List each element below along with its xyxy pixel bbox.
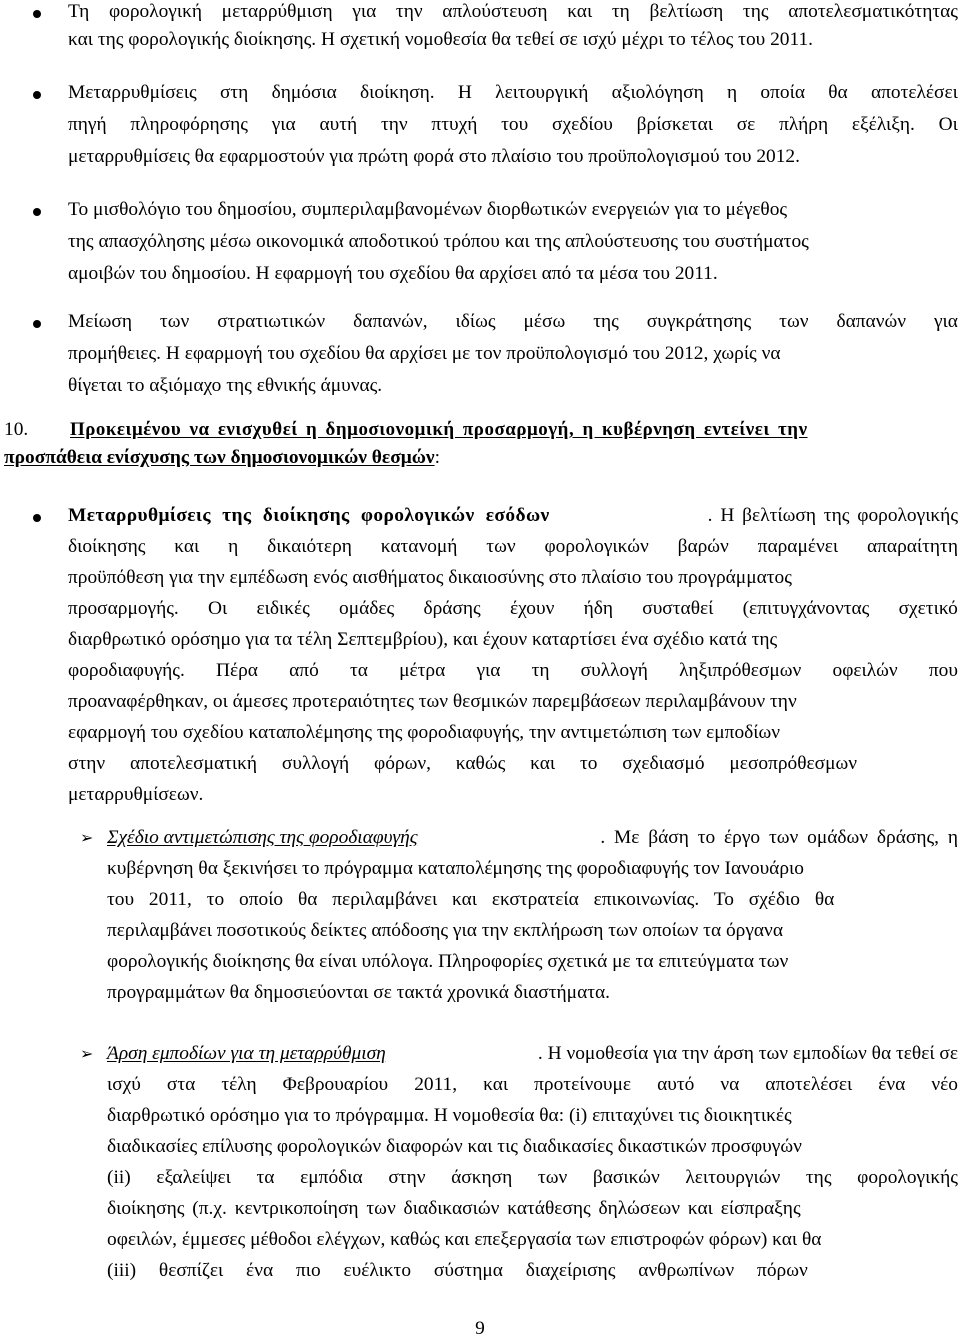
word: Οι — [938, 114, 958, 135]
word: ήδη — [583, 598, 614, 619]
text-line: και της φορολογικής διοίκησης. Η σχετική νομοθεσία θα τεθεί σε ισχύ μέχρι το τέλος του 2011. — [68, 29, 814, 50]
word: λειτουργιών — [685, 1167, 781, 1188]
word: άσκηση — [451, 1167, 513, 1188]
word: της — [742, 1, 769, 22]
word: Η — [457, 82, 472, 103]
text-line: περιλαμβάνει ποσοτικούς δείκτες απόδοσης για την εκπλήρωση των οποίων τα όργανα — [107, 920, 783, 941]
word: στα — [166, 1074, 196, 1095]
word: συλλογή — [580, 660, 648, 681]
word: απαραίτητη — [866, 536, 958, 557]
word: ληξιπρόθεσμων — [679, 660, 802, 681]
word: η — [727, 82, 738, 103]
text-line: διαρθρωτικό ορόσημο για το πρόγραμμα. Η νομοθεσία θα: (i) επιταχύνει τις διοικητικές — [107, 1105, 792, 1126]
word: αυτό — [657, 1074, 695, 1095]
word: στην — [388, 1167, 426, 1188]
word: Τη — [68, 1, 90, 22]
word: αποτελεσματικότητας — [788, 1, 958, 22]
word: και — [174, 536, 200, 557]
text-line: (iii) θεσπίζει ένα πιο ευέλικτο σύστημα διαχείρισης ανθρωπίνων πόρων — [107, 1260, 808, 1281]
word: προσαρμογής. — [68, 598, 179, 619]
word: συσταθεί — [642, 598, 714, 619]
word: Οι — [208, 598, 228, 619]
word: τη — [531, 660, 550, 681]
text-line — [107, 1042, 958, 1066]
word: βασικών — [592, 1167, 660, 1188]
word: για — [476, 660, 501, 681]
word: μέτρα — [399, 660, 446, 681]
page-number: 9 — [475, 1318, 485, 1339]
text-line — [68, 504, 958, 528]
word: 2011, — [414, 1074, 458, 1095]
text-line: οφειλών, έμμεσες μέθοδοι ελέγχων, καθώς και επεξεργασία των επιστροφών φόρων) και θα — [107, 1229, 822, 1250]
text-line: διαδικασίες επίλυσης φορολογικών διαφορών και τις διαδικασίες δικαστικών προσφυγών — [107, 1136, 802, 1157]
word: (ii) — [107, 1167, 131, 1188]
word: πτυχή — [431, 114, 478, 135]
text-line — [68, 659, 958, 683]
word: κατανομή — [380, 536, 458, 557]
arrowhead-bullet-icon: ➢ — [80, 1044, 94, 1063]
text-line: προγραμμάτων θα δημοσιεύονται σε τακτά χρονικά διαστήματα. — [107, 982, 611, 1003]
word: (επιτυγχάνοντας — [742, 598, 870, 619]
bullet-icon — [33, 514, 41, 522]
section-heading-text: προσπάθεια ενίσχυσης των δημοσιονομικών θεσμών — [4, 447, 435, 468]
text-line: προϋπόθεση για την εμπέδωση ενός αισθήματος δικαιοσύνης στο πλαίσιο του προγράμματος — [68, 567, 792, 588]
word: φορολογική — [108, 1, 202, 22]
text-line — [68, 81, 958, 105]
word: στη — [219, 82, 249, 103]
bullet-icon — [33, 10, 41, 18]
word: συγκράτησης — [646, 311, 752, 332]
plan-heading: Σχέδιο αντιμετώπισης της φοροδιαφυγής — [107, 827, 418, 848]
word: ομάδες — [339, 598, 395, 619]
word: νέο — [931, 1074, 958, 1095]
word: για — [933, 311, 958, 332]
word: δαπανών, — [353, 311, 428, 332]
word: μέσω — [523, 311, 566, 332]
word: δικαιότερη — [267, 536, 352, 557]
word: Μείωση — [68, 311, 132, 332]
bullet-icon — [33, 208, 41, 216]
tax-admin-heading: Μεταρρυθμίσεις της διοίκησης φορολογικών εσόδων — [68, 505, 550, 526]
word: αυτή — [319, 114, 358, 135]
word: εξέλιξη. — [851, 114, 915, 135]
text-line: φορολογικής διοίκησης θα είναι υπόλογα. Πληροφορίες σχετικά με τα επιτεύγματα των — [107, 951, 789, 972]
word: σχετικό — [898, 598, 958, 619]
word: να — [720, 1074, 740, 1095]
section-number: 10. — [4, 419, 29, 440]
word: ένα — [878, 1074, 906, 1095]
word: απλούστευση — [442, 1, 548, 22]
word: πηγή — [68, 114, 107, 135]
word: βαρών — [677, 536, 729, 557]
bullet-icon — [33, 91, 41, 99]
word: για — [352, 1, 377, 22]
word: Φεβρουαρίου — [282, 1074, 389, 1095]
word: εμπόδια — [300, 1167, 363, 1188]
word: ισχύ — [107, 1074, 141, 1095]
word: σχεδίου — [552, 114, 613, 135]
section-heading-line: Προκειμένου να ενισχυθεί η δημοσιονομική προσαρμογή, η κυβέρνηση εντείνει την — [70, 419, 808, 440]
section-heading-tail: : — [434, 447, 440, 468]
word: Πέρα — [215, 660, 258, 681]
plan-heading-tail: . Με βάση το έργο των ομάδων δράσης, η — [600, 827, 958, 848]
text-line: μεταρρυθμίσεις θα εφαρμοστούν για πρώτη φορά στο πλαίσιο του προϋπολογισμού του 2012. — [68, 146, 800, 167]
text-line: κυβέρνηση θα ξεκινήσει το πρόγραμμα καταπολέμησης της φοροδιαφυγής τον Ιανουάριο — [107, 858, 804, 879]
text-line: της απασχόλησης μέσω οικονομικά αποδοτικού τρόπου και της απλούστευσης του συστήματος — [68, 231, 809, 252]
obstacles-heading: Άρση εμποδίων για τη μεταρρύθμιση — [107, 1043, 386, 1064]
text-line — [68, 0, 958, 24]
word: που — [928, 660, 958, 681]
text-line: Το μισθολόγιο του δημοσίου, συμπεριλαμβανομένων διορθωτικών ενεργειών για το μέγεθος — [68, 199, 788, 220]
word: λειτουργική — [495, 82, 589, 103]
word: βρίσκεται — [636, 114, 713, 135]
text-line: διοίκησης (π.χ. κεντρικοποίηση των διαδικασιών κατάθεσης δηλώσεων και είσπραξης — [107, 1198, 801, 1219]
word: την — [395, 1, 423, 22]
word: για — [271, 114, 296, 135]
word: τα — [256, 1167, 275, 1188]
word: πληροφόρησης — [130, 114, 248, 135]
word: των — [159, 311, 190, 332]
bullet-icon — [33, 320, 41, 328]
word: βελτίωση — [649, 1, 724, 22]
word: παραμένει — [757, 536, 839, 557]
word: και — [567, 1, 593, 22]
text-line — [107, 826, 958, 850]
word: της — [593, 311, 619, 332]
word: των — [486, 536, 516, 557]
word: της — [805, 1167, 832, 1188]
text-line: μεταρρυθμίσεων. — [68, 784, 204, 805]
text-line: του 2011, το οποίο θα περιλαμβάνει και εκστρατεία επικοινωνίας. Το σχέδιο θα — [107, 889, 835, 910]
word: από — [289, 660, 319, 681]
word: διοίκησης — [68, 536, 146, 557]
word: στρατιωτικών — [217, 311, 326, 332]
text-line — [107, 1166, 958, 1190]
word: αποτελέσει — [765, 1074, 853, 1095]
word: αποτελέσει — [870, 82, 958, 103]
word: τέλη — [221, 1074, 257, 1095]
text-line — [107, 1073, 958, 1097]
word: των — [779, 311, 809, 332]
text-line: εφαρμογή του σχεδίου καταπολέμησης της φοροδιαφυγής, την αντιμετώπιση των εμποδίων — [68, 722, 781, 743]
word: δαπανών — [836, 311, 906, 332]
word: την — [380, 114, 408, 135]
text-line: προαναφέρθηκαν, οι άμεσες προτεραιότητες των θεσμικών παρεμβάσεων περιλαμβάνουν την — [68, 691, 797, 712]
word: φορολογικών — [544, 536, 649, 557]
word: ιδίως — [455, 311, 496, 332]
word: του — [501, 114, 529, 135]
text-line — [68, 310, 958, 334]
word: θα — [828, 82, 848, 103]
text-line: στην αποτελεσματική συλλογή φόρων, καθώς και το σχεδιασμό μεσοπρόθεσμων — [68, 753, 858, 774]
word: έχουν — [509, 598, 555, 619]
word: αξιολόγηση — [611, 82, 704, 103]
word: η — [228, 536, 239, 557]
word: σε — [736, 114, 756, 135]
word: φορολογικής — [857, 1167, 958, 1188]
word: των — [537, 1167, 568, 1188]
text-line: προμήθειες. Η εφαρμογή του σχεδίου θα αρχίσει με τον προϋπολογισμό του 2012, χωρίς να — [68, 343, 781, 364]
arrowhead-bullet-icon: ➢ — [80, 828, 94, 847]
word: δημόσια — [271, 82, 337, 103]
word: τα — [349, 660, 368, 681]
word: και — [483, 1074, 509, 1095]
word: οφειλών — [832, 660, 898, 681]
section-heading-line — [4, 446, 440, 470]
word: Μεταρρυθμίσεις — [68, 82, 197, 103]
word: προτείνουμε — [534, 1074, 632, 1095]
text-line: αμοιβών του δημοσίου. Η εφαρμογή του σχεδίου θα αρχίσει από τα μέσα του 2011. — [68, 263, 718, 284]
word: ειδικές — [256, 598, 310, 619]
word: πλήρη — [779, 114, 829, 135]
word: μεταρρύθμιση — [221, 1, 333, 22]
word: δράσης — [423, 598, 481, 619]
word: τη — [611, 1, 630, 22]
text-line: θίγεται το αξιόμαχο της εθνικής άμυνας. — [68, 375, 383, 396]
word: φοροδιαφυγής. — [68, 660, 185, 681]
text-line — [68, 597, 958, 621]
word: εξαλείψει — [156, 1167, 231, 1188]
tax-admin-heading-tail: . Η βελτίωση της φορολογικής — [707, 505, 958, 526]
text-line: διαρθρωτικό ορόσημο για τα τέλη Σεπτεμβρίου), και έχουν καταρτίσει ένα σχέδιο κατά της — [68, 629, 778, 650]
obstacles-heading-tail: . Η νομοθεσία για την άρση των εμποδίων θα τεθεί σε — [537, 1043, 958, 1064]
word: οποία — [760, 82, 805, 103]
word: διοίκηση. — [360, 82, 435, 103]
text-line — [68, 535, 958, 559]
text-line — [68, 113, 958, 137]
